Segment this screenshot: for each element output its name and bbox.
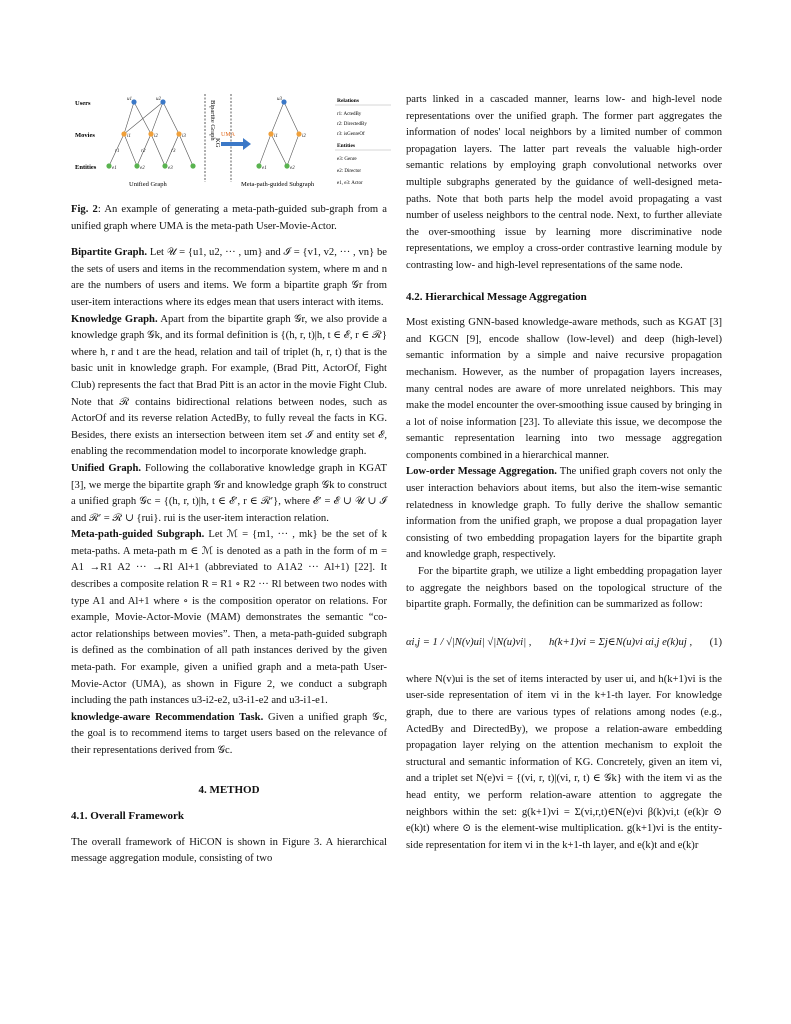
row-label-movies: Movies xyxy=(75,132,95,139)
head-unified-graph: Unified Graph. xyxy=(71,462,142,474)
legend-entity-1: e3: Genre xyxy=(337,157,357,162)
node-e4 xyxy=(190,163,195,168)
node-e2 xyxy=(134,163,139,168)
label-e1: e1 xyxy=(112,166,117,171)
label-r1: r1 xyxy=(115,149,120,154)
para-bipartite-prop: For the bipartite graph, we utilize a light embedding propagation layer to aggregate the neighbors based on the topological structure of the bipartite graph. Formally, the definition can be summarized as follow: xyxy=(406,566,722,611)
para-meta-path xyxy=(71,527,387,710)
subsection-overall-framework: 4.1. Overall Framework xyxy=(71,810,185,823)
text-knowledge-graph: Apart from the bipartite graph 𝒢r, we also provide a knowledge graph 𝒢k, and its formal definition is {(h, r, t)|h, t ∈ ℰ, r ∈ ℛ} where h, r and t are the head, relation and tail of triplet (h, r, t) that is the basic unit in knowledge graph. For example, (Brad Pitt, ActorOf, Fight Club) represents the fact that Brad Pitt is an actor in the movie Fight Club. Note that ℛ contains bidirectional relations between nodes, such as ActorOf and its reverse relation ActedBy, to fully reveal the facts in KG. Besides, there exists an intersection between item set ℐ and entity set ℰ, enabling the recommendation model to incorporate knowledge graph. xyxy=(71,313,388,458)
label-r3: r3 xyxy=(171,149,176,154)
head-bipartite: Bipartite Graph. xyxy=(71,247,148,259)
node-e1 xyxy=(106,163,111,168)
meta-label-e1: e1 xyxy=(262,166,267,171)
para-knowledge-graph xyxy=(71,312,387,461)
legend-relation-2: r2: DirectedBy xyxy=(337,122,367,127)
text-task: Given a unified graph 𝒢c, the goal is to recommend items to target users based on the relevance of their representations derived from 𝒢c. xyxy=(71,711,387,756)
eq1-alpha: αi,j = 1 / √|N(v)ui| √|N(u)vi| , xyxy=(406,636,532,648)
para-overall-framework: The overall framework of HiCON is shown in Figure 3. A hierarchical message aggregation module, consisting of two xyxy=(71,836,387,865)
uma-arrow xyxy=(221,138,251,150)
node-i3 xyxy=(176,131,181,136)
label-r2: r2 xyxy=(141,149,146,154)
node-i1 xyxy=(121,131,126,136)
meta-node-i1 xyxy=(268,131,273,136)
para-bipartite xyxy=(71,245,387,311)
meta-label-i1: i1 xyxy=(274,134,278,139)
uma-label: UMA xyxy=(221,132,236,138)
label-e2: e2 xyxy=(140,166,145,171)
legend-relation-1: r1: ActedBy xyxy=(337,112,362,117)
label-i3: i3 xyxy=(182,134,186,139)
node-u2 xyxy=(160,99,165,104)
row-label-users: Users xyxy=(75,100,91,107)
legend-relation-3: r3: isGenreOf xyxy=(337,132,365,137)
meta-subgraph-label: Meta-path-guided Subgraph xyxy=(241,181,315,188)
node-e3 xyxy=(162,163,167,168)
text-unified-graph: Following the collaborative knowledge graph in KGAT [3], we merge the bipartite graph 𝒢r and knowledge graph 𝒢k to construct a unified graph 𝒢c = {(h, r, t)|h, t ∈ ℰ′, r ∈ ℛ′}, where ℰ′ = ℰ ∪ 𝒰 ∪ ℐ and ℛ′ = ℛ ∪ {rui}. rui is the user-item interaction relation. xyxy=(71,462,387,524)
row-label-entities: Entities xyxy=(75,164,97,171)
right-column xyxy=(406,92,722,854)
meta-label-e2: e2 xyxy=(290,166,295,171)
legend-entity-2: e2: Director xyxy=(337,169,362,174)
label-u1: u1 xyxy=(127,97,132,102)
meta-node-e2 xyxy=(284,163,289,168)
para-unified-graph xyxy=(71,461,387,527)
caption-text: : An example of generating a meta-path-guided sub-graph from a unified graph where UMA is the meta-path User-Movie-Actor. xyxy=(71,204,387,232)
meta-graph-nodes xyxy=(256,99,301,168)
node-u1 xyxy=(131,99,136,104)
figure-2 xyxy=(71,90,391,192)
meta-node-e1 xyxy=(256,163,261,168)
bipartite-label: Bipartite Graph xyxy=(209,100,216,141)
left-column xyxy=(71,196,387,868)
figure-caption xyxy=(71,202,387,235)
subsection-hier-agg: 4.2. Hierarchical Message Aggregation xyxy=(406,290,587,303)
para-cascade: parts linked in a cascaded manner, learns low- and high-level node representations over the unified graph. The former part aggregates the information of nodes' local neighbors by a limited number of common propagation layers. The latter part reveals the valuable high-order semantic relations by employing graph convolutional networks over multiple subgraphs generated by the guidance of well-designed meta-paths. Note that both parts help the model avoid propagating a vast number of useless neighbors to the central node. Next, to further alleviate the over-smoothing issue by learning more discriminative node representations, we employ a cross-order contrastive learning module by contrasting low- and high-level representations of the same node. xyxy=(406,94,722,271)
meta-node-u3 xyxy=(281,99,286,104)
caption-label: Fig. 2 xyxy=(71,204,98,215)
legend-entity-3: e1, e3: Actor xyxy=(337,181,363,186)
text-low-order: The unified graph covers not only the user interaction behaviors about items, but also the item-wise semantic relatedness in knowledge graph. To fully derive the shallow semantic information from the unified graph, we propose a dual propagation layer consisting of two embedding propagation layers for the bipartite graph and knowledge graph, respectively. xyxy=(406,466,722,561)
head-task: knowledge-aware Recommendation Task. xyxy=(71,711,264,723)
para-task xyxy=(71,710,387,760)
label-i1: i1 xyxy=(127,134,131,139)
para-existing-methods: Most existing GNN-based knowledge-aware methods, such as KGAT [3] and KGCN [9], encode shallow (low-level) and deep (high-level) semantic information by a simple and naive recursive propagation mechanism. However, as the number of propagation layers increases, many central nodes are aware of more unrelated neighbors. This may make the model encounter the over-smoothing issue caused by bringing in a lot of noise information [23]. To alleviate this issue, we decompose the semantic representation learning into two message aggregation components combined in a hierarchical manner. xyxy=(406,317,722,461)
eq1-number: (1) xyxy=(709,636,722,648)
legend-entities-title: Entities xyxy=(337,143,356,149)
legend xyxy=(335,98,391,186)
node-i2 xyxy=(148,131,153,136)
meta-node-i2 xyxy=(296,131,301,136)
para-low-order xyxy=(406,464,722,564)
section-method: 4. METHOD xyxy=(198,783,260,796)
meta-graph-edges xyxy=(259,102,299,166)
head-knowledge-graph: Knowledge Graph. xyxy=(71,313,158,325)
equation-1 xyxy=(406,620,722,666)
label-e3: e3 xyxy=(168,166,173,171)
label-u2: u2 xyxy=(156,97,161,102)
text-meta-path: Let ℳ = {m1, ··· , mk} be the set of k meta-paths. A meta-path m ∈ ℳ is denoted as a path in the form of m = A1 →R1 A2 ··· →Rl Al+1 (abbreviated to A1A2 ··· Al+1) [22]. It describes a composite relation R = R1 ∘ R2 ··· Rl between two nodes with type A1 and Al+1 where ∘ is the composition operator on relations. For example, Movie-Actor-Movie (MAM) demonstrates the semantic “co-actor relationships between movies”. Then, a meta-path-guided subgraph is defined as the combination of all path instances derived by the given meta-path. For example, given a unified graph and a meta-path User-Movie-Actor (UMA), as shown in Figure 2, we conduct a subgraph including the path instances u3-i2-e2, u3-i1-e2 and u3-i1-e1. xyxy=(71,529,388,707)
meta-label-i2: i2 xyxy=(302,134,306,139)
eq1-h: h(k+1)vi = Σj∈N(u)vi αi,j e(k)uj , xyxy=(548,636,693,648)
head-meta-path: Meta-path-guided Subgraph. xyxy=(71,529,205,541)
unified-graph-label: Unified Graph xyxy=(129,181,167,188)
label-i2: i2 xyxy=(154,134,158,139)
para-relation-aware: where N(v)ui is the set of items interacted by user ui, and h(k+1)vi is the user-side representation of item vi in the k+1-th layer. For knowledge graph, due to there are various types of relations among nodes (e.g., ActedBy and DirectedBy), we propose a relation-aware embedding propagation layer relying on the attention mechanism to exploit the structural and semantic information of KG. Concretely, given an item vi, and a triplet set N(e)vi = {(vi, r, t)|(vi, r, t) ∈ 𝒢k} with the item vi as the head entity, we perform relation-aware attention to aggregate the neighbors within the set: g(k+1)vi = Σ(vi,r,t)∈N(e)vi β(k)vi,t (e(k)r ⊙ e(k)t) where ⊙ is the element-wise multiplication. g(k+1)vi is the entity-side representation for item vi in the k+1-th layer, and e(k)t and e(k)r xyxy=(406,673,722,851)
text-bipartite: Let 𝒰 = {u1, u2, ··· , um} and ℐ = {v1, v2, ··· , vn} be the sets of users and items in the recommendation system, where m and n are the numbers of users and items. We form a bipartite graph 𝒢r from user-item interactions where its edges mean that users interact with items. xyxy=(71,247,387,308)
kg-label: KG xyxy=(214,138,221,148)
legend-relations-title: Relations xyxy=(337,98,359,104)
meta-label-u3: u3 xyxy=(277,97,282,102)
head-low-order: Low-order Message Aggregation. xyxy=(406,466,557,478)
